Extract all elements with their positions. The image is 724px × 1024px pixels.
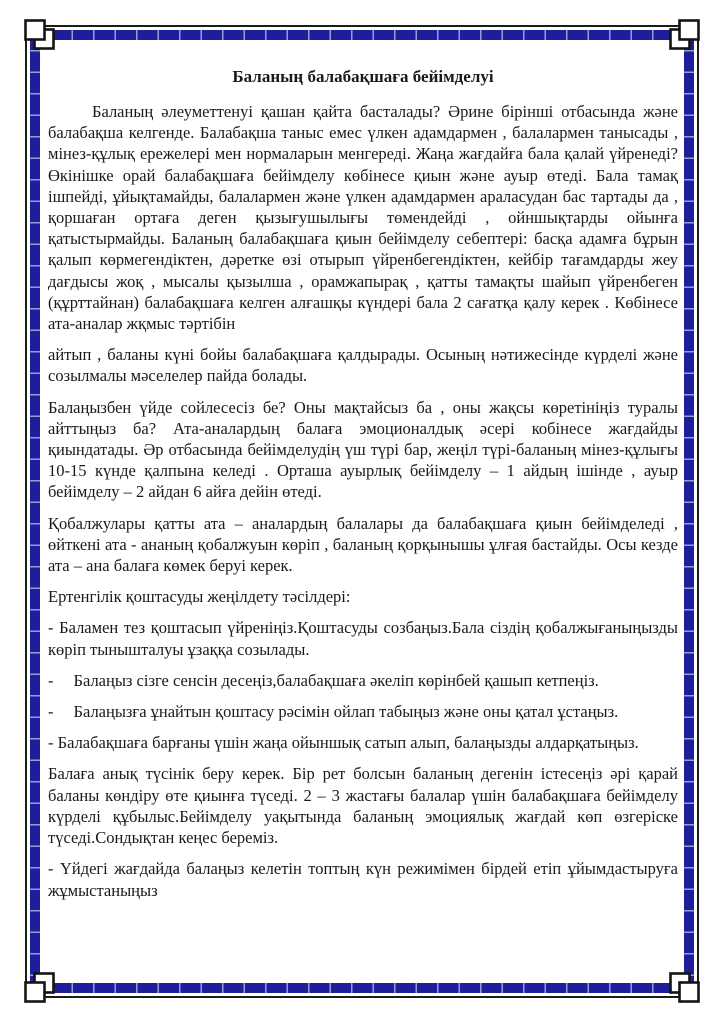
list-item [48, 858, 678, 900]
paragraph-intro: Баланың әлеуметтенуі қашан қайта басталады? Әрине бірінші отбасында және балабақша келгенде. Балабақша таныс емес үлкен адамдармен , балалармен танысады , мінез-құлық ережелері мен нормаларын менгереді. Жаңа жағдайға бала қалай үйренеді? Өкінішке орай балабақшаға бейімделу көбінесе қиын және ауыр өтеді. Бала тамақ ішпейді, ұйықтамайды, балалармен және үлкен адамдармен араласудан бас тартады да , қоршаған ортаға деген қызығушылығы төмендейді , ойншықтарды ойынға қатыстырмайды. Баланың балабақшаға қиын бейімделу себептері: басқа адамға бұрын қалып көрмегендіктен, дәретке өзі отырып үйренбегендіктен, кейбір тағамдарды жеу дағдысы жоқ , мысалы қызылша , орамжапырақ , қатты тамақты шайып үйренбеген (құрттайнан) балабақшаға келген алғашқы күндері бала 2 сағатқа қалу керек . Көбінесе ата-аналар жқмыс тәртібін [48, 102, 678, 334]
paragraph-farewell-heading: Ертенгілік қоштасуды жеңілдету тәсілдері: [48, 587, 351, 607]
document-title: Баланың балабақшаға бейімделуі [232, 67, 494, 86]
paragraph-advice: Балаға анық түсінік беру керек. Бір рет болсын баланың дегенін істесеңіз әрі қарай баланы көндіру өте қиынға түседі. 2 – 3 жастағы балалар үшін балабақшаға бейімделу күрделі құбылыс.Бейімделу уақытында баланың эмоциялық жағдай көп өзгеріске түседі.Сондықтан кеңес береміз. [48, 764, 678, 848]
bullet-marker: - [48, 618, 54, 638]
bullet-marker: - [48, 859, 54, 879]
paragraph-talk-at-home: Балаңызбен үйде сойлесесіз бе? Оны мақтайсыз ба , оны жақсы көретініңіз туралы айттыңыз ба? Ата-аналардың балаға эмоционалдық әсері кобінесе жағдайды қиындатады. Әр отбасында бейімделудің үш түрі бар, жеңіл түрі-баланың мінез-құлығы 10-15 күнде қалпына келеді . Орташа ауырлық бейімделу – 1 айдың ішінде , ауыр бейімделу – 2 айдан 6 айға дейін өтеді. [48, 397, 678, 502]
bullet-marker: - [48, 670, 54, 690]
list-item-text: Балабақшаға барғаны үшін жаңа ойыншық сатып алып, балаңызды алдарқатыңыз. [57, 733, 639, 753]
corner-squares-icon [24, 971, 56, 1003]
list-item-text: Балаңыз сізге сенсін десеңіз,балабақшаға әкеліп көрінбей қашып кетпеңіз. [73, 670, 599, 690]
list-item-text: Балаңызға ұнайтын қоштасу рәсімін ойлап табыңыз және оны қатал ұстаңыз. [73, 702, 619, 722]
document-content [48, 66, 678, 911]
list-item [48, 617, 678, 659]
paragraph-continuation: айтып , баланы күні бойы балабақшаға қалдырады. Осының нәтижесінде күрделі және созылмалы мәселелер пайда болады. [48, 345, 678, 386]
corner-squares-icon [668, 971, 700, 1003]
corner-squares-icon [668, 19, 700, 51]
page-border-bar-top [30, 30, 694, 40]
bullet-marker: - [48, 702, 54, 722]
page-border-bar-right [684, 30, 694, 993]
page-border-bar-left [30, 30, 40, 993]
list-item-text: Үйдегі жағдайда балаңыз келетін топтың күн режимімен бірдей етіп ұйымдастыруға жұмыстаныңыз [48, 859, 679, 900]
paragraph-anxious-parents: Қобалжулары қатты ата – аналардың балалары да балабақшаға қиын бейімделеді , өйткені ата - ананың қобалжуын көріп , баланың қорқынышы ұлғая бастайды. Осы кезде ата – ана балаға көмек беруі керек. [48, 513, 678, 576]
corner-squares-icon [24, 19, 56, 51]
list-item [48, 670, 678, 691]
page-border-bar-bottom [30, 983, 694, 993]
bullet-marker: - [48, 733, 54, 753]
list-item [48, 732, 678, 753]
list-item [48, 701, 678, 722]
list-item-text: Баламен тез қоштасып үйреніңіз.Қоштасуды созбаңыз.Бала сіздің қобалжығаныңызды көріп тынышталуы ұзаққа созылады. [48, 618, 679, 659]
